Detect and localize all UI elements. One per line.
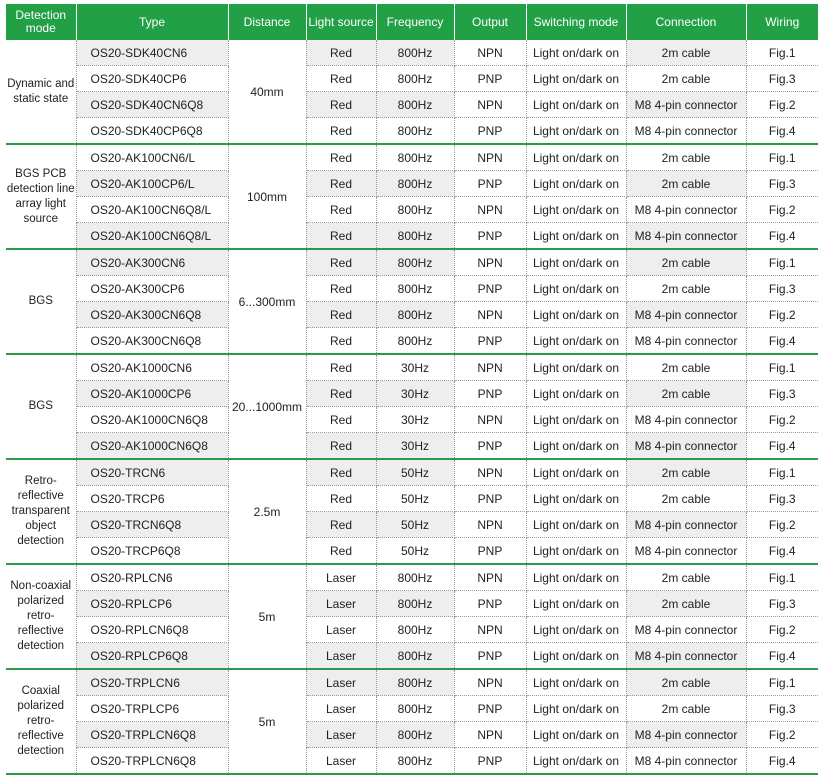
wiring-cell: Fig.3 — [746, 486, 818, 512]
output-cell: PNP — [454, 696, 526, 722]
type-cell: OS20-AK100CP6/L — [76, 171, 228, 197]
type-cell: OS20-TRPLCN6Q8 — [76, 748, 228, 775]
spec-table-container — [6, 4, 818, 775]
switching-mode-cell: Light on/dark on — [526, 171, 626, 197]
table-row — [6, 328, 818, 355]
frequency-cell: 800Hz — [376, 118, 454, 145]
distance-cell: 2.5m — [228, 459, 306, 564]
table-row — [6, 564, 818, 591]
output-cell: NPN — [454, 144, 526, 171]
light-source-cell: Red — [306, 171, 376, 197]
output-cell: NPN — [454, 459, 526, 486]
light-source-cell: Red — [306, 92, 376, 118]
table-row — [6, 459, 818, 486]
type-cell: OS20-RPLCP6Q8 — [76, 643, 228, 670]
wiring-cell: Fig.1 — [746, 669, 818, 696]
table-row — [6, 722, 818, 748]
frequency-cell: 800Hz — [376, 643, 454, 670]
output-cell: PNP — [454, 486, 526, 512]
light-source-cell: Red — [306, 66, 376, 92]
wiring-cell: Fig.1 — [746, 144, 818, 171]
switching-mode-cell: Light on/dark on — [526, 538, 626, 565]
table-row — [6, 223, 818, 250]
switching-mode-cell: Light on/dark on — [526, 722, 626, 748]
connection-cell: 2m cable — [626, 564, 746, 591]
table-row — [6, 669, 818, 696]
frequency-cell: 30Hz — [376, 433, 454, 460]
output-cell: PNP — [454, 276, 526, 302]
frequency-cell: 800Hz — [376, 591, 454, 617]
output-cell: NPN — [454, 407, 526, 433]
table-row — [6, 407, 818, 433]
switching-mode-cell: Light on/dark on — [526, 223, 626, 250]
wiring-cell: Fig.3 — [746, 171, 818, 197]
distance-cell: 40mm — [228, 40, 306, 144]
light-source-cell: Red — [306, 302, 376, 328]
wiring-cell: Fig.2 — [746, 722, 818, 748]
type-cell: OS20-AK300CP6 — [76, 276, 228, 302]
connection-cell: M8 4-pin connector — [626, 407, 746, 433]
connection-cell: 2m cable — [626, 354, 746, 381]
wiring-cell: Fig.2 — [746, 302, 818, 328]
table-row — [6, 171, 818, 197]
output-cell: PNP — [454, 538, 526, 565]
type-cell: OS20-TRCN6Q8 — [76, 512, 228, 538]
wiring-cell: Fig.2 — [746, 197, 818, 223]
header-light-source: Light source — [306, 4, 376, 40]
frequency-cell: 800Hz — [376, 66, 454, 92]
type-cell: OS20-AK300CN6Q8 — [76, 302, 228, 328]
light-source-cell: Red — [306, 276, 376, 302]
switching-mode-cell: Light on/dark on — [526, 354, 626, 381]
type-cell: OS20-SDK40CN6Q8 — [76, 92, 228, 118]
output-cell: NPN — [454, 617, 526, 643]
header-frequency: Frequency — [376, 4, 454, 40]
switching-mode-cell: Light on/dark on — [526, 381, 626, 407]
connection-cell: 2m cable — [626, 144, 746, 171]
type-cell: OS20-RPLCN6 — [76, 564, 228, 591]
table-row — [6, 197, 818, 223]
light-source-cell: Red — [306, 512, 376, 538]
wiring-cell: Fig.4 — [746, 118, 818, 145]
wiring-cell: Fig.4 — [746, 433, 818, 460]
header-distance: Distance — [228, 4, 306, 40]
frequency-cell: 800Hz — [376, 748, 454, 775]
switching-mode-cell: Light on/dark on — [526, 276, 626, 302]
table-row — [6, 144, 818, 171]
table-row — [6, 118, 818, 145]
wiring-cell: Fig.4 — [746, 328, 818, 355]
sensor-spec-table — [6, 4, 818, 775]
header-connection: Connection — [626, 4, 746, 40]
switching-mode-cell: Light on/dark on — [526, 40, 626, 66]
light-source-cell: Red — [306, 328, 376, 355]
type-cell: OS20-RPLCP6 — [76, 591, 228, 617]
connection-cell: M8 4-pin connector — [626, 538, 746, 565]
light-source-cell: Laser — [306, 643, 376, 670]
type-cell: OS20-TRCP6 — [76, 486, 228, 512]
switching-mode-cell: Light on/dark on — [526, 486, 626, 512]
frequency-cell: 800Hz — [376, 722, 454, 748]
connection-cell: M8 4-pin connector — [626, 643, 746, 670]
switching-mode-cell: Light on/dark on — [526, 66, 626, 92]
type-cell: OS20-TRCP6Q8 — [76, 538, 228, 565]
wiring-cell: Fig.2 — [746, 512, 818, 538]
connection-cell: M8 4-pin connector — [626, 617, 746, 643]
frequency-cell: 50Hz — [376, 538, 454, 565]
light-source-cell: Red — [306, 459, 376, 486]
distance-cell: 100mm — [228, 144, 306, 249]
connection-cell: 2m cable — [626, 249, 746, 276]
light-source-cell: Red — [306, 249, 376, 276]
header-output: Output — [454, 4, 526, 40]
connection-cell: 2m cable — [626, 276, 746, 302]
frequency-cell: 800Hz — [376, 171, 454, 197]
type-cell: OS20-TRCN6 — [76, 459, 228, 486]
light-source-cell: Laser — [306, 748, 376, 775]
output-cell: NPN — [454, 722, 526, 748]
type-cell: OS20-AK1000CN6Q8 — [76, 407, 228, 433]
distance-cell: 5m — [228, 564, 306, 669]
output-cell: NPN — [454, 40, 526, 66]
frequency-cell: 30Hz — [376, 381, 454, 407]
frequency-cell: 800Hz — [376, 328, 454, 355]
table-row — [6, 617, 818, 643]
distance-cell: 6...300mm — [228, 249, 306, 354]
connection-cell: 2m cable — [626, 381, 746, 407]
light-source-cell: Red — [306, 433, 376, 460]
table-row — [6, 276, 818, 302]
type-cell: OS20-AK300CN6 — [76, 249, 228, 276]
light-source-cell: Red — [306, 223, 376, 250]
detection-mode-cell: BGS — [6, 354, 76, 459]
connection-cell: 2m cable — [626, 66, 746, 92]
frequency-cell: 30Hz — [376, 407, 454, 433]
frequency-cell: 50Hz — [376, 459, 454, 486]
output-cell: NPN — [454, 669, 526, 696]
distance-cell: 5m — [228, 669, 306, 774]
type-cell: OS20-AK100CN6/L — [76, 144, 228, 171]
table-row — [6, 696, 818, 722]
switching-mode-cell: Light on/dark on — [526, 328, 626, 355]
connection-cell: 2m cable — [626, 696, 746, 722]
switching-mode-cell: Light on/dark on — [526, 433, 626, 460]
connection-cell: 2m cable — [626, 459, 746, 486]
type-cell: OS20-RPLCN6Q8 — [76, 617, 228, 643]
table-row — [6, 354, 818, 381]
detection-mode-cell: BGS — [6, 249, 76, 354]
wiring-cell: Fig.1 — [746, 564, 818, 591]
frequency-cell: 800Hz — [376, 40, 454, 66]
type-cell: OS20-AK1000CN6 — [76, 354, 228, 381]
frequency-cell: 800Hz — [376, 223, 454, 250]
connection-cell: M8 4-pin connector — [626, 302, 746, 328]
connection-cell: M8 4-pin connector — [626, 118, 746, 145]
connection-cell: M8 4-pin connector — [626, 197, 746, 223]
light-source-cell: Laser — [306, 696, 376, 722]
light-source-cell: Laser — [306, 564, 376, 591]
table-row — [6, 643, 818, 670]
type-cell: OS20-AK100CN6Q8/L — [76, 223, 228, 250]
connection-cell: 2m cable — [626, 171, 746, 197]
connection-cell: M8 4-pin connector — [626, 328, 746, 355]
table-row — [6, 433, 818, 460]
light-source-cell: Red — [306, 381, 376, 407]
wiring-cell: Fig.4 — [746, 538, 818, 565]
table-row — [6, 538, 818, 565]
table-row — [6, 92, 818, 118]
type-cell: OS20-SDK40CN6 — [76, 40, 228, 66]
wiring-cell: Fig.2 — [746, 92, 818, 118]
frequency-cell: 800Hz — [376, 564, 454, 591]
switching-mode-cell: Light on/dark on — [526, 564, 626, 591]
light-source-cell: Red — [306, 407, 376, 433]
detection-mode-cell: Dynamic and static state — [6, 40, 76, 144]
header-wiring: Wiring — [746, 4, 818, 40]
table-row — [6, 302, 818, 328]
switching-mode-cell: Light on/dark on — [526, 591, 626, 617]
distance-cell: 20...1000mm — [228, 354, 306, 459]
wiring-cell: Fig.3 — [746, 276, 818, 302]
output-cell: PNP — [454, 591, 526, 617]
connection-cell: M8 4-pin connector — [626, 722, 746, 748]
output-cell: NPN — [454, 564, 526, 591]
output-cell: NPN — [454, 512, 526, 538]
detection-mode-cell: Non-coaxial polarized retro-reflective detection — [6, 564, 76, 669]
wiring-cell: Fig.3 — [746, 696, 818, 722]
output-cell: PNP — [454, 643, 526, 670]
frequency-cell: 800Hz — [376, 276, 454, 302]
switching-mode-cell: Light on/dark on — [526, 512, 626, 538]
output-cell: PNP — [454, 223, 526, 250]
connection-cell: 2m cable — [626, 669, 746, 696]
frequency-cell: 800Hz — [376, 617, 454, 643]
wiring-cell: Fig.4 — [746, 223, 818, 250]
type-cell: OS20-AK1000CN6Q8 — [76, 433, 228, 460]
header-row — [6, 4, 818, 40]
table-row — [6, 512, 818, 538]
switching-mode-cell: Light on/dark on — [526, 669, 626, 696]
type-cell: OS20-TRPLCP6 — [76, 696, 228, 722]
connection-cell: 2m cable — [626, 486, 746, 512]
detection-mode-cell: BGS PCB detection line array light source — [6, 144, 76, 249]
wiring-cell: Fig.1 — [746, 459, 818, 486]
output-cell: NPN — [454, 197, 526, 223]
connection-cell: M8 4-pin connector — [626, 512, 746, 538]
light-source-cell: Red — [306, 144, 376, 171]
wiring-cell: Fig.2 — [746, 617, 818, 643]
light-source-cell: Red — [306, 40, 376, 66]
output-cell: PNP — [454, 171, 526, 197]
output-cell: PNP — [454, 748, 526, 775]
output-cell: NPN — [454, 302, 526, 328]
connection-cell: M8 4-pin connector — [626, 433, 746, 460]
wiring-cell: Fig.4 — [746, 643, 818, 670]
wiring-cell: Fig.1 — [746, 40, 818, 66]
light-source-cell: Red — [306, 197, 376, 223]
light-source-cell: Red — [306, 118, 376, 145]
type-cell: OS20-TRPLCN6 — [76, 669, 228, 696]
switching-mode-cell: Light on/dark on — [526, 92, 626, 118]
wiring-cell: Fig.4 — [746, 748, 818, 775]
output-cell: PNP — [454, 381, 526, 407]
table-row — [6, 486, 818, 512]
light-source-cell: Laser — [306, 669, 376, 696]
light-source-cell: Red — [306, 354, 376, 381]
type-cell: OS20-SDK40CP6Q8 — [76, 118, 228, 145]
connection-cell: 2m cable — [626, 40, 746, 66]
type-cell: OS20-AK100CN6Q8/L — [76, 197, 228, 223]
header-detection-mode: Detection mode — [6, 4, 76, 40]
switching-mode-cell: Light on/dark on — [526, 118, 626, 145]
output-cell: PNP — [454, 118, 526, 145]
light-source-cell: Laser — [306, 617, 376, 643]
type-cell: OS20-AK300CN6Q8 — [76, 328, 228, 355]
output-cell: PNP — [454, 433, 526, 460]
type-cell: OS20-TRPLCN6Q8 — [76, 722, 228, 748]
frequency-cell: 30Hz — [376, 354, 454, 381]
wiring-cell: Fig.3 — [746, 591, 818, 617]
table-row — [6, 748, 818, 775]
frequency-cell: 800Hz — [376, 197, 454, 223]
frequency-cell: 800Hz — [376, 669, 454, 696]
output-cell: NPN — [454, 354, 526, 381]
table-row — [6, 381, 818, 407]
switching-mode-cell: Light on/dark on — [526, 407, 626, 433]
output-cell: PNP — [454, 66, 526, 92]
switching-mode-cell: Light on/dark on — [526, 302, 626, 328]
switching-mode-cell: Light on/dark on — [526, 617, 626, 643]
wiring-cell: Fig.2 — [746, 407, 818, 433]
switching-mode-cell: Light on/dark on — [526, 748, 626, 775]
wiring-cell: Fig.1 — [746, 249, 818, 276]
header-type: Type — [76, 4, 228, 40]
light-source-cell: Laser — [306, 591, 376, 617]
wiring-cell: Fig.3 — [746, 381, 818, 407]
table-row — [6, 591, 818, 617]
connection-cell: M8 4-pin connector — [626, 223, 746, 250]
wiring-cell: Fig.3 — [746, 66, 818, 92]
switching-mode-cell: Light on/dark on — [526, 144, 626, 171]
type-cell: OS20-SDK40CP6 — [76, 66, 228, 92]
light-source-cell: Red — [306, 486, 376, 512]
wiring-cell: Fig.1 — [746, 354, 818, 381]
frequency-cell: 800Hz — [376, 302, 454, 328]
switching-mode-cell: Light on/dark on — [526, 696, 626, 722]
frequency-cell: 800Hz — [376, 249, 454, 276]
table-row — [6, 66, 818, 92]
detection-mode-cell: Retro-reflective transparent object detection — [6, 459, 76, 564]
table-row — [6, 40, 818, 66]
switching-mode-cell: Light on/dark on — [526, 249, 626, 276]
output-cell: NPN — [454, 249, 526, 276]
output-cell: NPN — [454, 92, 526, 118]
type-cell: OS20-AK1000CP6 — [76, 381, 228, 407]
switching-mode-cell: Light on/dark on — [526, 197, 626, 223]
header-switching-mode: Switching mode — [526, 4, 626, 40]
output-cell: PNP — [454, 328, 526, 355]
light-source-cell: Laser — [306, 722, 376, 748]
table-body — [6, 40, 818, 774]
table-row — [6, 249, 818, 276]
light-source-cell: Red — [306, 538, 376, 565]
switching-mode-cell: Light on/dark on — [526, 459, 626, 486]
detection-mode-cell: Coaxial polarized retro-reflective detection — [6, 669, 76, 774]
connection-cell: 2m cable — [626, 591, 746, 617]
frequency-cell: 50Hz — [376, 486, 454, 512]
frequency-cell: 800Hz — [376, 144, 454, 171]
frequency-cell: 50Hz — [376, 512, 454, 538]
connection-cell: M8 4-pin connector — [626, 748, 746, 775]
frequency-cell: 800Hz — [376, 92, 454, 118]
switching-mode-cell: Light on/dark on — [526, 643, 626, 670]
connection-cell: M8 4-pin connector — [626, 92, 746, 118]
frequency-cell: 800Hz — [376, 696, 454, 722]
